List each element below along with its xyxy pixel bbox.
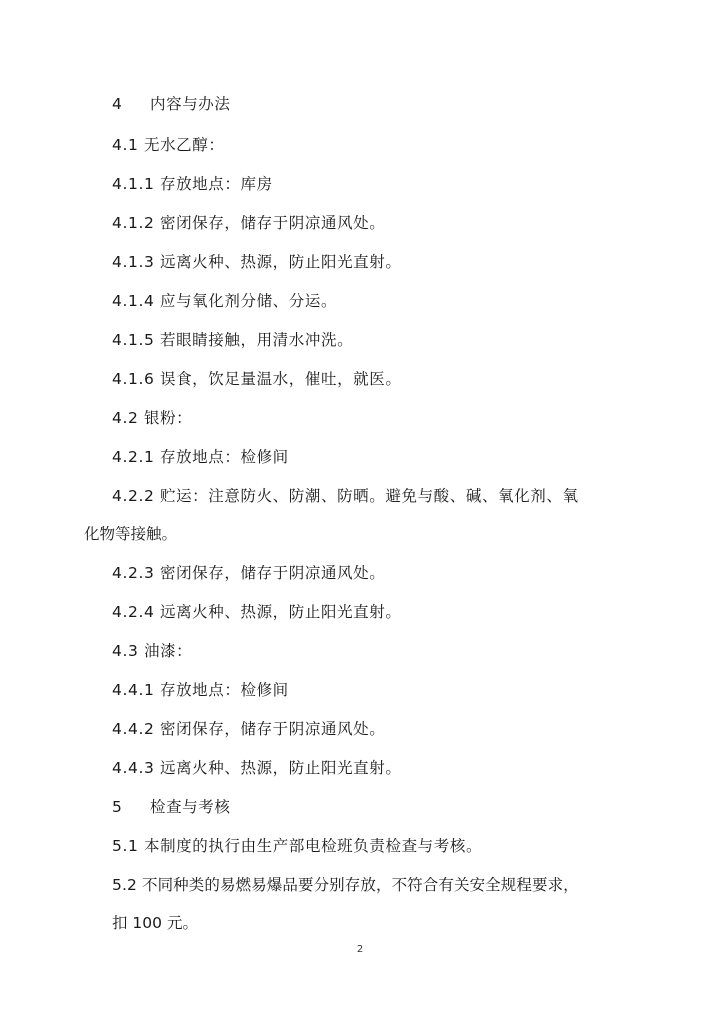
item-4-2-4: 4.2.4 远离火种、热源，防止阳光直射。 bbox=[112, 603, 402, 621]
item-4-2-1: 4.2.1 存放地点：检修间 bbox=[112, 448, 289, 466]
item-4-1-6: 4.1.6 误食，饮足量温水，催吐，就医。 bbox=[112, 370, 402, 388]
item-4-2-2-line-1: 4.2.2 贮运：注意防火、防潮、防晒。避免与酸、碱、氧化剂、氧 bbox=[112, 487, 579, 505]
page-number: 2 bbox=[356, 944, 364, 955]
item-4-1-2: 4.1.2 密闭保存，储存于阴凉通风处。 bbox=[112, 214, 386, 232]
item-5-2-line-1: 5.2 不同种类的易燃易爆品要分别存放，不符合有关安全规程要求， bbox=[112, 876, 579, 894]
section-4-heading bbox=[112, 94, 231, 114]
item-4-1-5: 4.1.5 若眼睛接触，用清水冲洗。 bbox=[112, 331, 354, 349]
subsection-4-3-heading: 4.3 油漆： bbox=[112, 642, 193, 660]
subsection-4-1-heading: 4.1 无水乙醇： bbox=[112, 136, 225, 154]
item-4-2-3: 4.2.3 密闭保存，储存于阴凉通风处。 bbox=[112, 564, 386, 582]
item-4-4-1: 4.4.1 存放地点：检修间 bbox=[112, 681, 289, 699]
item-4-1-3: 4.1.3 远离火种、热源，防止阳光直射。 bbox=[112, 253, 402, 271]
section-5-heading bbox=[112, 797, 231, 817]
section-5-number: 5 bbox=[112, 798, 123, 816]
item-5-2-line-2: 扣 100 元。 bbox=[112, 914, 198, 932]
item-4-2-2-line-2: 化物等接触。 bbox=[84, 525, 178, 543]
item-4-1-1: 4.1.1 存放地点：库房 bbox=[112, 175, 273, 193]
subsection-4-2-heading: 4.2 银粉： bbox=[112, 409, 193, 427]
item-4-4-3: 4.4.3 远离火种、热源，防止阳光直射。 bbox=[112, 759, 402, 777]
item-4-4-2: 4.4.2 密闭保存，储存于阴凉通风处。 bbox=[112, 720, 386, 738]
item-5-1: 5.1 本制度的执行由生产部电检班负责检查与考核。 bbox=[112, 837, 483, 855]
section-4-number: 4 bbox=[112, 95, 123, 113]
section-4-title: 内容与办法 bbox=[150, 95, 231, 113]
item-4-1-4: 4.1.4 应与氧化剂分储、分运。 bbox=[112, 292, 338, 310]
section-5-title: 检查与考核 bbox=[150, 798, 231, 816]
